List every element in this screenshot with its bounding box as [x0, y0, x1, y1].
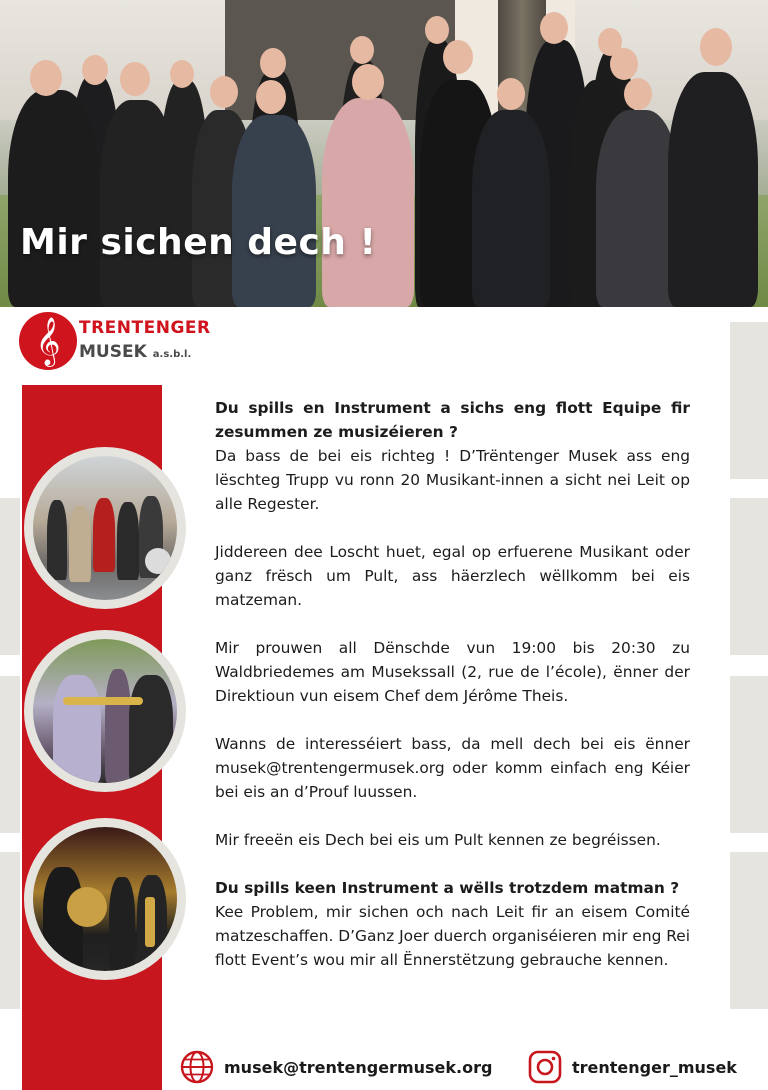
paragraph-intro: Da bass de bei eis richteg ! D’Trëntenger Musek ass eng lëschteg Trupp vu ronn 20 Musikant-innen a sicht nei Leit op alle Regester.	[215, 447, 690, 513]
musician-head	[260, 48, 286, 78]
decor-box-left-3	[0, 852, 20, 1009]
musician-head	[350, 36, 374, 64]
decor-box-right-2	[730, 498, 768, 655]
globe-icon	[180, 1050, 214, 1084]
recruitment-text	[215, 396, 690, 996]
musician-head	[256, 80, 286, 114]
musician-head	[210, 76, 238, 108]
decor-box-right-4	[730, 852, 768, 1009]
treble-clef-icon: 𝄞	[19, 312, 77, 370]
photo-concert	[33, 827, 177, 971]
logo-name-line1: TRENTENGER	[79, 318, 211, 338]
musician-head	[540, 12, 568, 44]
musician-head	[624, 78, 652, 110]
logo-name-musek: MUSEK	[79, 342, 147, 362]
lead-question-no-instrument: Du spills keen Instrument a wëlls trotzdem matman ?	[215, 879, 680, 897]
contact-text-after: oder komm einfach eng Kéier bei eis an d’Prouf luussen.	[215, 759, 690, 801]
footer-instagram-text: trentenger_musek	[572, 1057, 737, 1077]
photo-concert-circle	[24, 818, 186, 980]
musician-head	[30, 60, 62, 96]
musician-head	[443, 40, 473, 74]
musician-head	[610, 48, 638, 80]
photo-trumpets	[33, 639, 177, 783]
contact-text-before: Wanns de interesséiert bass, da mell dech bei eis ënner	[215, 735, 690, 753]
musician-figure	[232, 115, 316, 307]
hero-group-photo	[0, 0, 768, 307]
footer-email[interactable]	[180, 1048, 492, 1086]
instagram-icon	[528, 1050, 562, 1084]
musician-head	[425, 16, 449, 44]
musician-head	[120, 62, 150, 96]
logo-suffix: a.s.b.l.	[152, 349, 192, 360]
footer-email-text: musek@trentengermusek.org	[224, 1057, 493, 1077]
musician-head	[352, 64, 384, 100]
musician-figure	[322, 98, 414, 307]
musician-figure	[100, 100, 176, 307]
paragraph-rehearsal: Mir prouwen all Dënschde vun 19:00 bis 20:30 zu Waldbriedemes am Musekssall (2, rue de l’école), ënner der Direktioun vun eisem Chef dem Jérôme Theis.	[215, 639, 690, 705]
lead-question-instrument: Du spills en Instrument a sichs eng flott Equipe fir zesummen ze musizéieren ?	[215, 399, 690, 441]
musician-head	[82, 55, 108, 85]
musician-figure	[668, 72, 758, 307]
decor-box-left-2	[0, 676, 20, 833]
hero-title: Mir sichen dech !	[20, 222, 377, 263]
photo-trumpets-circle	[24, 630, 186, 792]
photo-parade-circle	[24, 447, 186, 609]
musician-figure	[8, 90, 98, 307]
paragraph-committee: Kee Problem, mir sichen och nach Leit fir an eisem Comité matzeschaffen. D’Ganz Joer duerch organiséieren mir eng Rei flott Event’s wou mir all Ënnerstëtzung gebrauche kennen.	[215, 903, 691, 969]
paragraph-welcome: Jiddereen dee Loscht huet, egal op erfuerene Musikant oder ganz frësch um Pult, ass häerzlech wëllkomm bei eis matzeman.	[215, 543, 690, 609]
musician-head	[700, 28, 732, 66]
decor-box-right-3	[730, 676, 768, 833]
logo-name-line2	[79, 342, 191, 362]
decor-box-left-1	[0, 498, 20, 655]
paragraph-looking-forward: Mir freeën eis Dech bei eis um Pult kennen ze begréissen.	[215, 831, 661, 849]
photo-parade	[33, 456, 177, 600]
musician-head	[170, 60, 194, 88]
musician-figure	[472, 110, 550, 307]
decor-box-right-1	[730, 322, 768, 479]
footer-instagram[interactable]	[528, 1048, 737, 1086]
paragraph-contact	[215, 732, 690, 804]
musician-head	[497, 78, 525, 110]
trentenger-musek-logo	[17, 312, 217, 382]
contact-email-link[interactable]: musek@trentengermusek.org	[215, 759, 445, 777]
